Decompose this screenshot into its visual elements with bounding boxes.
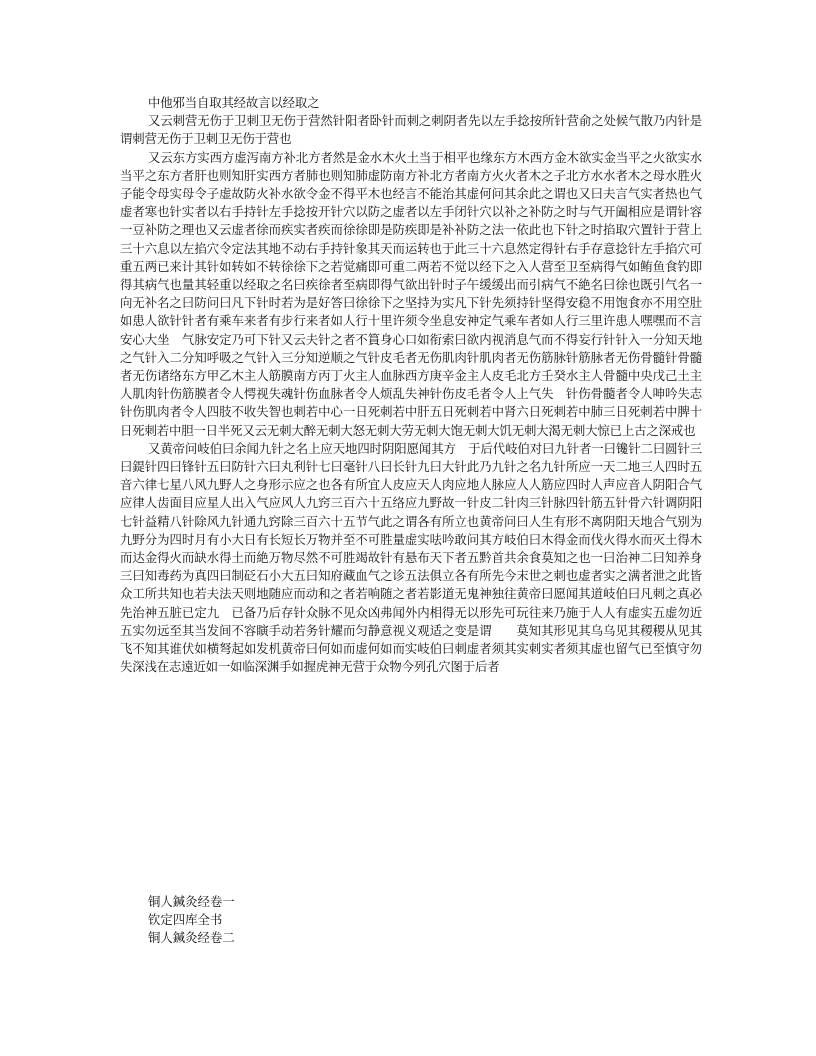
volume-markers	[148, 893, 548, 948]
paragraph: 中他邪当自取其经故言以经取之	[148, 95, 320, 110]
collection-title: 钦定四库全书	[148, 912, 223, 928]
paragraph: 又云刺营无伤于卫刺卫无伤于营然针阳者卧针而刺之刺阴者先以左手捻按所针营俞之处候气散乃内针是谓刺营无伤于卫刺卫无伤于营也	[120, 113, 702, 147]
body-text	[120, 94, 702, 677]
volume-start-marker: 铜人鍼灸经卷二	[148, 930, 235, 946]
volume-end-marker: 铜人鍼灸经卷一	[148, 894, 235, 909]
paragraph: 又云东方实西方虚泻南方补北方者然是金水木火土当于相平也缘东方木西方金木欲实金当平之火欲实水当平之东方者肝也则知肝实西方者肺也则知肺虚防南方补北方者南方火火者木之子北方水水者木之母水胜火子能令母实母令子虚故防火补水欲令金不得平木也经言不能治其虚何问其余此之谓也又曰夫言气实者热也气虚者寒也针实者以右手持针左手捻按开针穴以防之虚者以左手闭针穴以补之补防之时与气开阖相应是谓针容一豆补防之理也又云虚者徐而疾实者疾而徐徐即是防疾即是补补防之法一依此也下针之时掐取穴置针于营上三十六息以左掐穴令定法其地不动右手持针象其天而运转也于此三十六息然定得针右手存意捻针左手掐穴可重五两已来计其针如转如不转徐徐下之若觉痛即可重二两若不觉以经下之入人营至卫至病得气如鲔鱼食钓即得其病气也量其轻重以经取之名曰疾徐者至病即得气欲出针时子午缓缓出而引病气不絶名曰徐也既引气名一向无补名之曰防问曰凡下针时若为是好答曰徐徐下之坚持为实凡下针先须持针坚得安稳不用饱食亦不用空肚如患人欲针针者有乘车来者有步行来者如人行十里许须令坐息安神定气乘车者如人行三里许患人嘿嘿而不言安心大坐 气脉安定乃可下针又云夫针之者不篔身心口如衔索曰欲内视消息气而不得妄行针针入一分知天地之气针入二分知呼吸之气针入三分知逆顺之气针皮毛者无伤肌肉针肌肉者无伤筋脉针筋脉者无伤骨髓针骨髓者无伤诸络东方甲乙木主人筋膜南方丙丁火主人血脉西方庚辛金主人皮毛北方壬癸水主人骨髓中央戊己土主人肌肉针伤筋膜者令人愕视失魂针伤血脉者令人烦乱失神针伤皮毛者令人上气失 针伤骨髓者令人呻吟失志针伤肌肉者令人四肢不收失智也刺若中心一日死刺若中肝五日死刺若中肾六日死刺若中肺三日死刺若中脾十日死刺若中胆一日半死又云无刺大醉无刺大怒无刺大劳无刺大饱无刺大饥无刺大渴无刺大惊已上古之深戒也	[120, 149, 702, 438]
paragraph: 又黄帝问岐伯曰余闻九针之名上应天地四时阴阳愿闻其方 于后代岐伯对曰九针者一曰镵针二曰圆针三曰鍉针四曰锋针五曰防针六曰丸利针七曰毫针八曰长针九曰大针此乃九针之名九针所应一天二地三人四时五音六律七星八风九野人之身形示应之也各有所宜人皮应天人肉应地人脉应人人筋应四时人声应音人阴阳合气应律人齿面目应星人出入气应风人九窍三百六十五络应九野故一针皮二针肉三针脉四针筋五针骨六针调阴阳七针益精八针除风九针通九窍除三百六十五节气此之谓各有所立也黄帝问曰人生有形不离阴阳天地合气别为九野分为四时月有小大日有长短长万物并至不可胜量虚实呿吟敢问其方岐伯曰木得金而伐火得水而灭土得木而达金得火而缺水得土而絶万物尽然不可胜竭故针有悬布天下者五黔首共余食莫知之也一曰治神二曰知养身三曰知毒药为真四曰制砭石小大五曰知府藏血气之诊五法俱立各有所先今末世之刺也虚者实之满者泄之此皆众工所共知也若夫法天则地随应而动和之者若响随之者若影道无鬼神独往黄帝曰愿闻其道岐伯曰凡刺之真必先治神五脏已定九 已备乃后存针众脉不见众凶弗闻外内相得无以形先可玩往来乃施于人人有虚实五虚勿近五实勿远至其当发间不容瞚手动若务针耀而匀静意视义观适之变是谓 莫知其形见其乌乌见其稷稷从见其飞不知其谁伏如横弩起如发机黄帝曰何如而虚何如而实岐伯曰刺虚者须其实刺实者须其虚也留气已至慎守勿失深浅在志遠近如一如临深渊手如握虎神无营于众物今列孔穴图于后者	[120, 440, 702, 675]
